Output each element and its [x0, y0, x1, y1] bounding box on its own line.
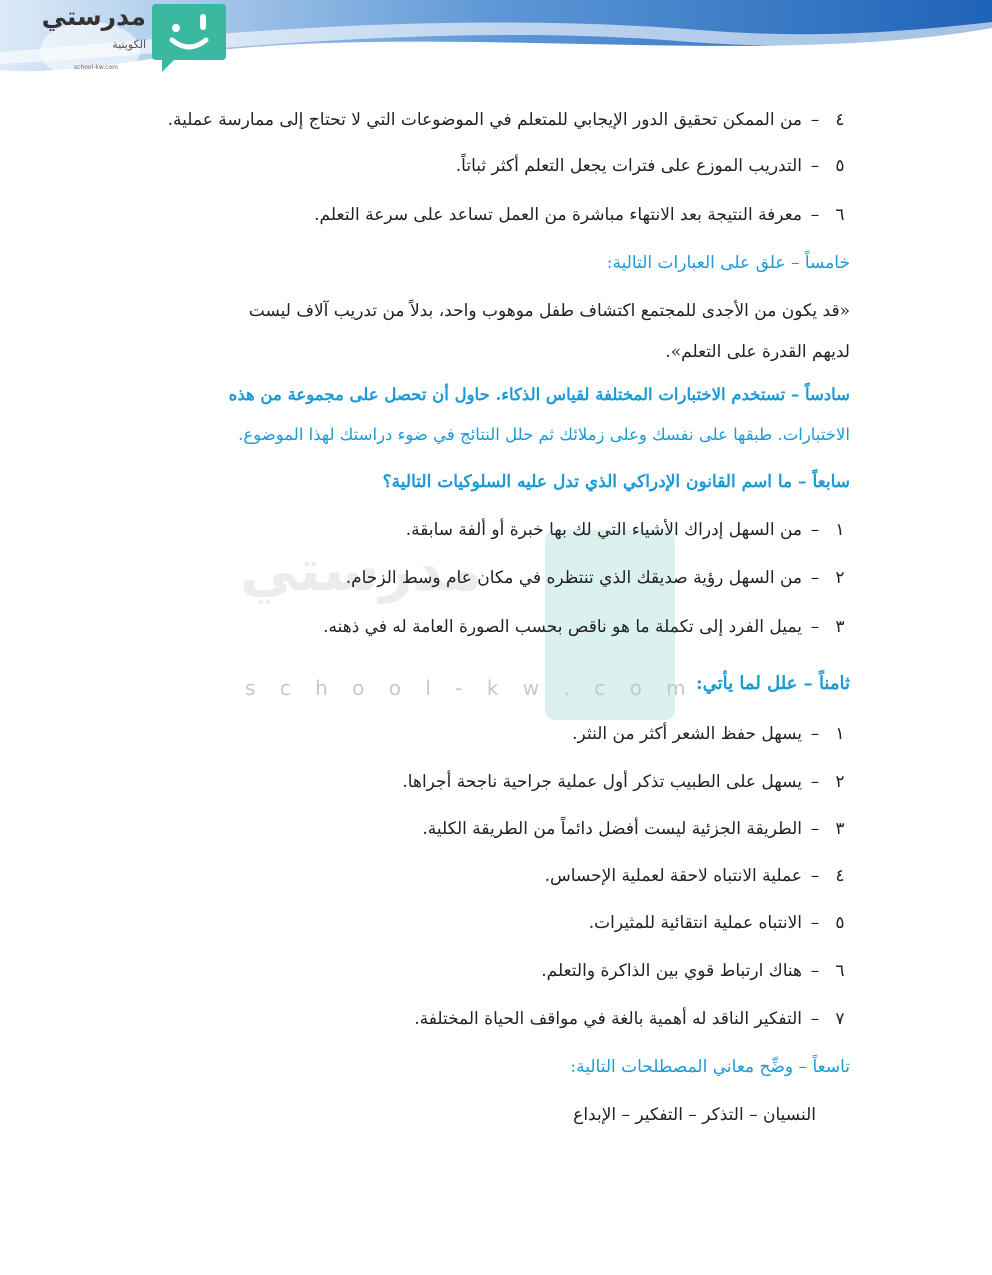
- section-5-title: خامساً – علق على العبارات التالية:: [606, 253, 850, 273]
- list-item: ٦–هناك ارتباط قوي بين الذاكرة والتعلم.: [541, 959, 852, 983]
- section-7-title: سابعاً – ما اسم القانون الإدراكي الذي تدل عليه السلوكيات التالية؟: [382, 472, 850, 492]
- item-number: ٢: [835, 772, 845, 792]
- item-text: من الممكن تحقيق الدور الإيجابي للمتعلم في الموضوعات التي لا تحتاج إلى ممارسة عملية.: [167, 110, 802, 130]
- section-5-quote-line-1: «قد يكون من الأجدى للمجتمع اكتشاف طفل موهوب واحد، بدلاً من تدريب آلاف ليست: [248, 301, 850, 321]
- logo-name: مدرستي: [41, 2, 146, 31]
- item-text: يسهل حفظ الشعر أكثر من النثر.: [572, 724, 802, 744]
- item-number: ٥: [835, 913, 845, 933]
- list-item: ٥–التدريب الموزع على فترات يجعل التعلم أكثر ثباتاً.: [456, 154, 852, 178]
- item-text: الانتباه عملية انتقائية للمثيرات.: [588, 913, 802, 933]
- section-6-line-1: سادساً – تستخدم الاختبارات المختلفة لقياس الذكاء. حاول أن تحصل على مجموعة من هذه: [228, 385, 850, 404]
- item-text: يسهل على الطبيب تذكر أول عملية جراحية ناجحة أجراها.: [402, 772, 802, 792]
- list-item: ٦–معرفة النتيجة بعد الانتهاء مباشرة من العمل تساعد على سرعة التعلم.: [314, 203, 852, 227]
- item-text: عملية الانتباه لاحقة لعملية الإحساس.: [544, 866, 802, 886]
- section-5-quote-line-2: لديهم القدرة على التعلم».: [665, 342, 850, 362]
- logo-subtitle: الكويتية: [112, 38, 146, 51]
- item-number: ٣: [835, 617, 845, 637]
- item-number: ٤: [835, 110, 845, 130]
- item-text: هناك ارتباط قوي بين الذاكرة والتعلم.: [541, 961, 802, 981]
- header-wave: [0, 0, 992, 90]
- list-item: ٧–التفكير الناقد له أهمية بالغة في مواقف الحياة المختلفة.: [414, 1007, 852, 1031]
- section-9-terms: النسيان – التذكر – التفكير – الإبداع: [573, 1105, 816, 1125]
- list-item: ٣–الطريقة الجزئية ليست أفضل دائماً من الطريقة الكلية.: [422, 817, 852, 841]
- item-number: ٤: [835, 866, 845, 886]
- list-item: ٤–من الممكن تحقيق الدور الإيجابي للمتعلم في الموضوعات التي لا تحتاج إلى ممارسة عملية.: [168, 108, 852, 132]
- list-item: ٢–يسهل على الطبيب تذكر أول عملية جراحية ناجحة أجراها.: [402, 770, 852, 794]
- item-number: ٦: [835, 961, 845, 981]
- item-number: ٦: [835, 205, 845, 225]
- logo-url: school-kw.com: [74, 64, 118, 71]
- item-text: معرفة النتيجة بعد الانتهاء مباشرة من العمل تساعد على سرعة التعلم.: [314, 205, 802, 225]
- item-text: الطريقة الجزئية ليست أفضل دائماً من الطريقة الكلية.: [422, 819, 802, 839]
- logo-icon: [150, 2, 228, 74]
- item-number: ٣: [835, 819, 845, 839]
- watermark-url: s c h o o l - k w . c o m: [245, 676, 695, 700]
- item-text: التدريب الموزع على فترات يجعل التعلم أكثر ثباتاً.: [455, 156, 802, 176]
- item-text: التفكير الناقد له أهمية بالغة في مواقف الحياة المختلفة.: [414, 1009, 802, 1029]
- list-item: ٣–يميل الفرد إلى تكملة ما هو ناقص بحسب الصورة العامة له في ذهنه.: [323, 615, 852, 639]
- item-text: من السهل رؤية صديقك الذي تنتظره في مكان عام وسط الزحام.: [345, 568, 802, 588]
- item-number: ٢: [835, 568, 845, 588]
- list-item: ٤–عملية الانتباه لاحقة لعملية الإحساس.: [545, 864, 852, 888]
- watermark-word: مدرستي: [240, 536, 483, 604]
- item-number: ٧: [835, 1009, 845, 1029]
- item-number: ١: [835, 724, 845, 744]
- section-6-line-2: الاختبارات. طبقها على نفسك وعلى زملائك ثم حلل النتائج في ضوء دراستك لهذا الموضوع.: [238, 425, 850, 444]
- item-number: ١: [835, 520, 845, 540]
- item-text: من السهل إدراك الأشياء التي لك بها خبرة أو ألفة سابقة.: [405, 520, 802, 540]
- item-number: ٥: [835, 156, 845, 176]
- list-item: ٢–من السهل رؤية صديقك الذي تنتظره في مكان عام وسط الزحام.: [346, 566, 852, 590]
- list-item: ١–يسهل حفظ الشعر أكثر من النثر.: [572, 722, 852, 746]
- item-text: يميل الفرد إلى تكملة ما هو ناقص بحسب الصورة العامة له في ذهنه.: [323, 617, 802, 637]
- section-8-title: ثامناً – علل لما يأتي:: [696, 673, 850, 694]
- list-item: ١–من السهل إدراك الأشياء التي لك بها خبرة أو ألفة سابقة.: [406, 518, 852, 542]
- list-item: ٥–الانتباه عملية انتقائية للمثيرات.: [589, 911, 852, 935]
- section-9-title: تاسعاً – وضِّح معاني المصطلحات التالية:: [570, 1057, 850, 1077]
